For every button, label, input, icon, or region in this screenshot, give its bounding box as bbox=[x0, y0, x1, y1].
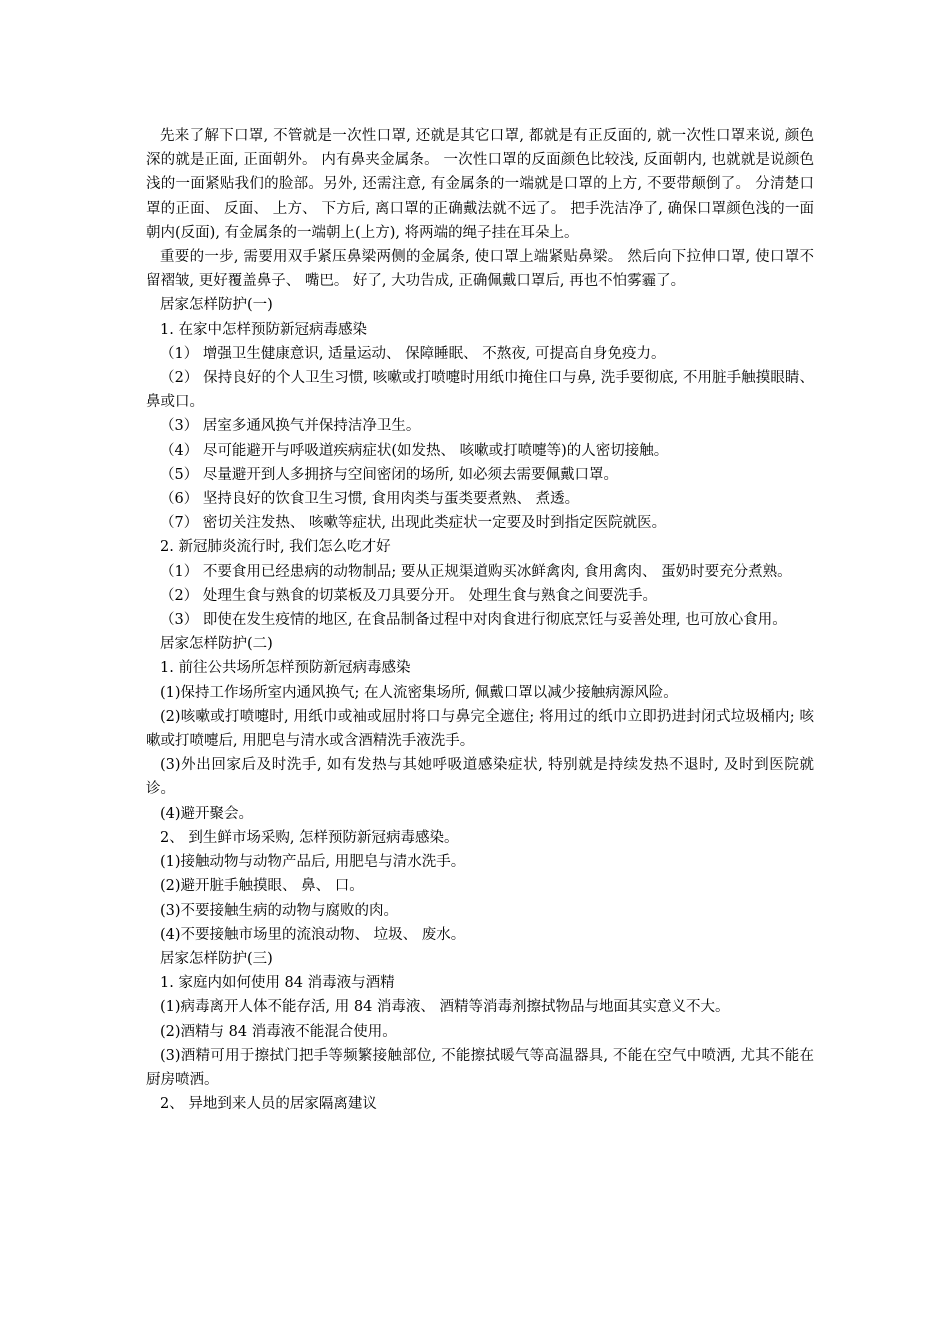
list-item: （2） 处理生食与熟食的切菜板及刀具要分开。 处理生食与熟食之间要洗手。 bbox=[160, 587, 657, 604]
subheading-public-places: 1. 前往公共场所怎样预防新冠病毒感染 bbox=[160, 660, 411, 677]
section-heading-protection-3: 居家怎样防护(三) bbox=[160, 950, 273, 967]
list-item: (4)不要接触市场里的流浪动物、 垃圾、 废水。 bbox=[160, 926, 466, 943]
list-item: (3)不要接触生病的动物与腐败的肉。 bbox=[160, 902, 399, 919]
subheading-disinfectant: 1. 家庭内如何使用 84 消毒液与酒精 bbox=[160, 975, 395, 992]
list-item: (1)接触动物与动物产品后, 用肥皂与清水洗手。 bbox=[160, 854, 466, 871]
subheading-eating: 2. 新冠肺炎流行时, 我们怎么吃才好 bbox=[160, 539, 391, 556]
list-item: （7） 密切关注发热、 咳嗽等症状, 出现此类症状一定要及时到指定医院就医。 bbox=[160, 515, 667, 532]
list-item: (1)病毒离开人体不能存活, 用 84 消毒液、 酒精等消毒剂擦拭物品与地面其实意义不大。 bbox=[160, 999, 730, 1016]
subheading-home-prevention: 1. 在家中怎样预防新冠病毒感染 bbox=[160, 321, 367, 338]
list-item: (2)避开脏手触摸眼、 鼻、 口。 bbox=[160, 878, 364, 895]
list-item: （3） 居室多通风换气并保持洁净卫生。 bbox=[160, 418, 421, 435]
list-item: (1)保持工作场所室内通风换气; 在人流密集场所, 佩戴口罩以减少接触病源风险。 bbox=[160, 684, 678, 701]
list-item: （1） 不要食用已经患病的动物制品; 要从正规渠道购买冰鲜禽肉, 食用禽肉、 蛋奶时要充分煮熟。 bbox=[160, 563, 792, 580]
paragraph-mask-wearing-step: 重要的一步, 需要用双手紧压鼻梁两侧的金属条, 使口罩上端紧贴鼻梁。 然后向下拉伸口罩, 使口罩不留褶皱, 更好覆盖鼻子、 嘴巴。 好了, 大功告成, 正确佩戴口罩后, 再也不怕雾霾了。 bbox=[146, 249, 814, 290]
list-item: (2)酒精与 84 消毒液不能混合使用。 bbox=[160, 1023, 397, 1040]
list-item: (4)避开聚会。 bbox=[160, 805, 254, 822]
list-item: (2)咳嗽或打喷嚏时, 用纸巾或袖或屈肘将口与鼻完全遮住; 将用过的纸巾立即扔进封闭式垃圾桶内; 咳嗽或打喷嚏后, 用肥皂与清水或含酒精洗手液洗手。 bbox=[146, 708, 814, 750]
list-item: （4） 尽可能避开与呼吸道疾病症状(如发热、 咳嗽或打喷嚏等)的人密切接触。 bbox=[160, 442, 669, 459]
list-item: （6） 坚持良好的饮食卫生习惯, 食用肉类与蛋类要煮熟、 煮透。 bbox=[160, 491, 580, 508]
list-item: （5） 尽量避开到人多拥挤与空间密闭的场所, 如必须去需要佩戴口罩。 bbox=[160, 466, 619, 483]
subheading-fresh-market: 2、 到生鲜市场采购, 怎样预防新冠病毒感染。 bbox=[160, 829, 459, 846]
list-item: （1） 增强卫生健康意识, 适量运动、 保障睡眠、 不熬夜, 可提高自身免疫力。 bbox=[160, 345, 666, 362]
subheading-home-isolation: 2、 异地到来人员的居家隔离建议 bbox=[160, 1096, 377, 1113]
section-heading-protection-1: 居家怎样防护(一) bbox=[160, 297, 273, 314]
list-item: (3)酒精可用于擦拭门把手等频繁接触部位, 不能擦拭暖气等高温器具, 不能在空气中喷洒, 尤其不能在厨房喷洒。 bbox=[146, 1047, 814, 1088]
list-item: （2） 保持良好的个人卫生习惯, 咳嗽或打喷嚏时用纸巾掩住口与鼻, 洗手要彻底, 不用脏手触摸眼睛、 鼻或口。 bbox=[146, 370, 814, 411]
paragraph-mask-front-back: 先来了解下口罩, 不管就是一次性口罩, 还就是其它口罩, 都就是有正反面的, 就一次性口罩来说, 颜色深的就是正面, 正面朝外。 内有鼻夹金属条。 一次性口罩的反面颜色比较浅, 反面朝内, 也就就是说颜色浅的一面紧贴我们的脸部。另外, 还需注意, 有金属条的一端就是口罩的上方, 不要带颠倒了。 分清楚口罩的正面、 反面、 上方、 下方后, 离口罩的正确戴法就不远了。 把手洗洁净了, 确保口罩颜色浅的一面朝内(反面), 有金属条的一端朝上(上方), 将两端的绳子挂在耳朵上。 bbox=[146, 128, 814, 241]
list-item: （3） 即使在发生疫情的地区, 在食品制备过程中对肉食进行彻底烹饪与妥善处理, 也可放心食用。 bbox=[160, 612, 787, 629]
section-heading-protection-2: 居家怎样防护(二) bbox=[160, 636, 273, 653]
list-item: (3)外出回家后及时洗手, 如有发热与其她呼吸道感染症状, 特别就是持续发热不退时, 及时到医院就诊。 bbox=[146, 757, 814, 798]
document-body bbox=[146, 124, 814, 1116]
